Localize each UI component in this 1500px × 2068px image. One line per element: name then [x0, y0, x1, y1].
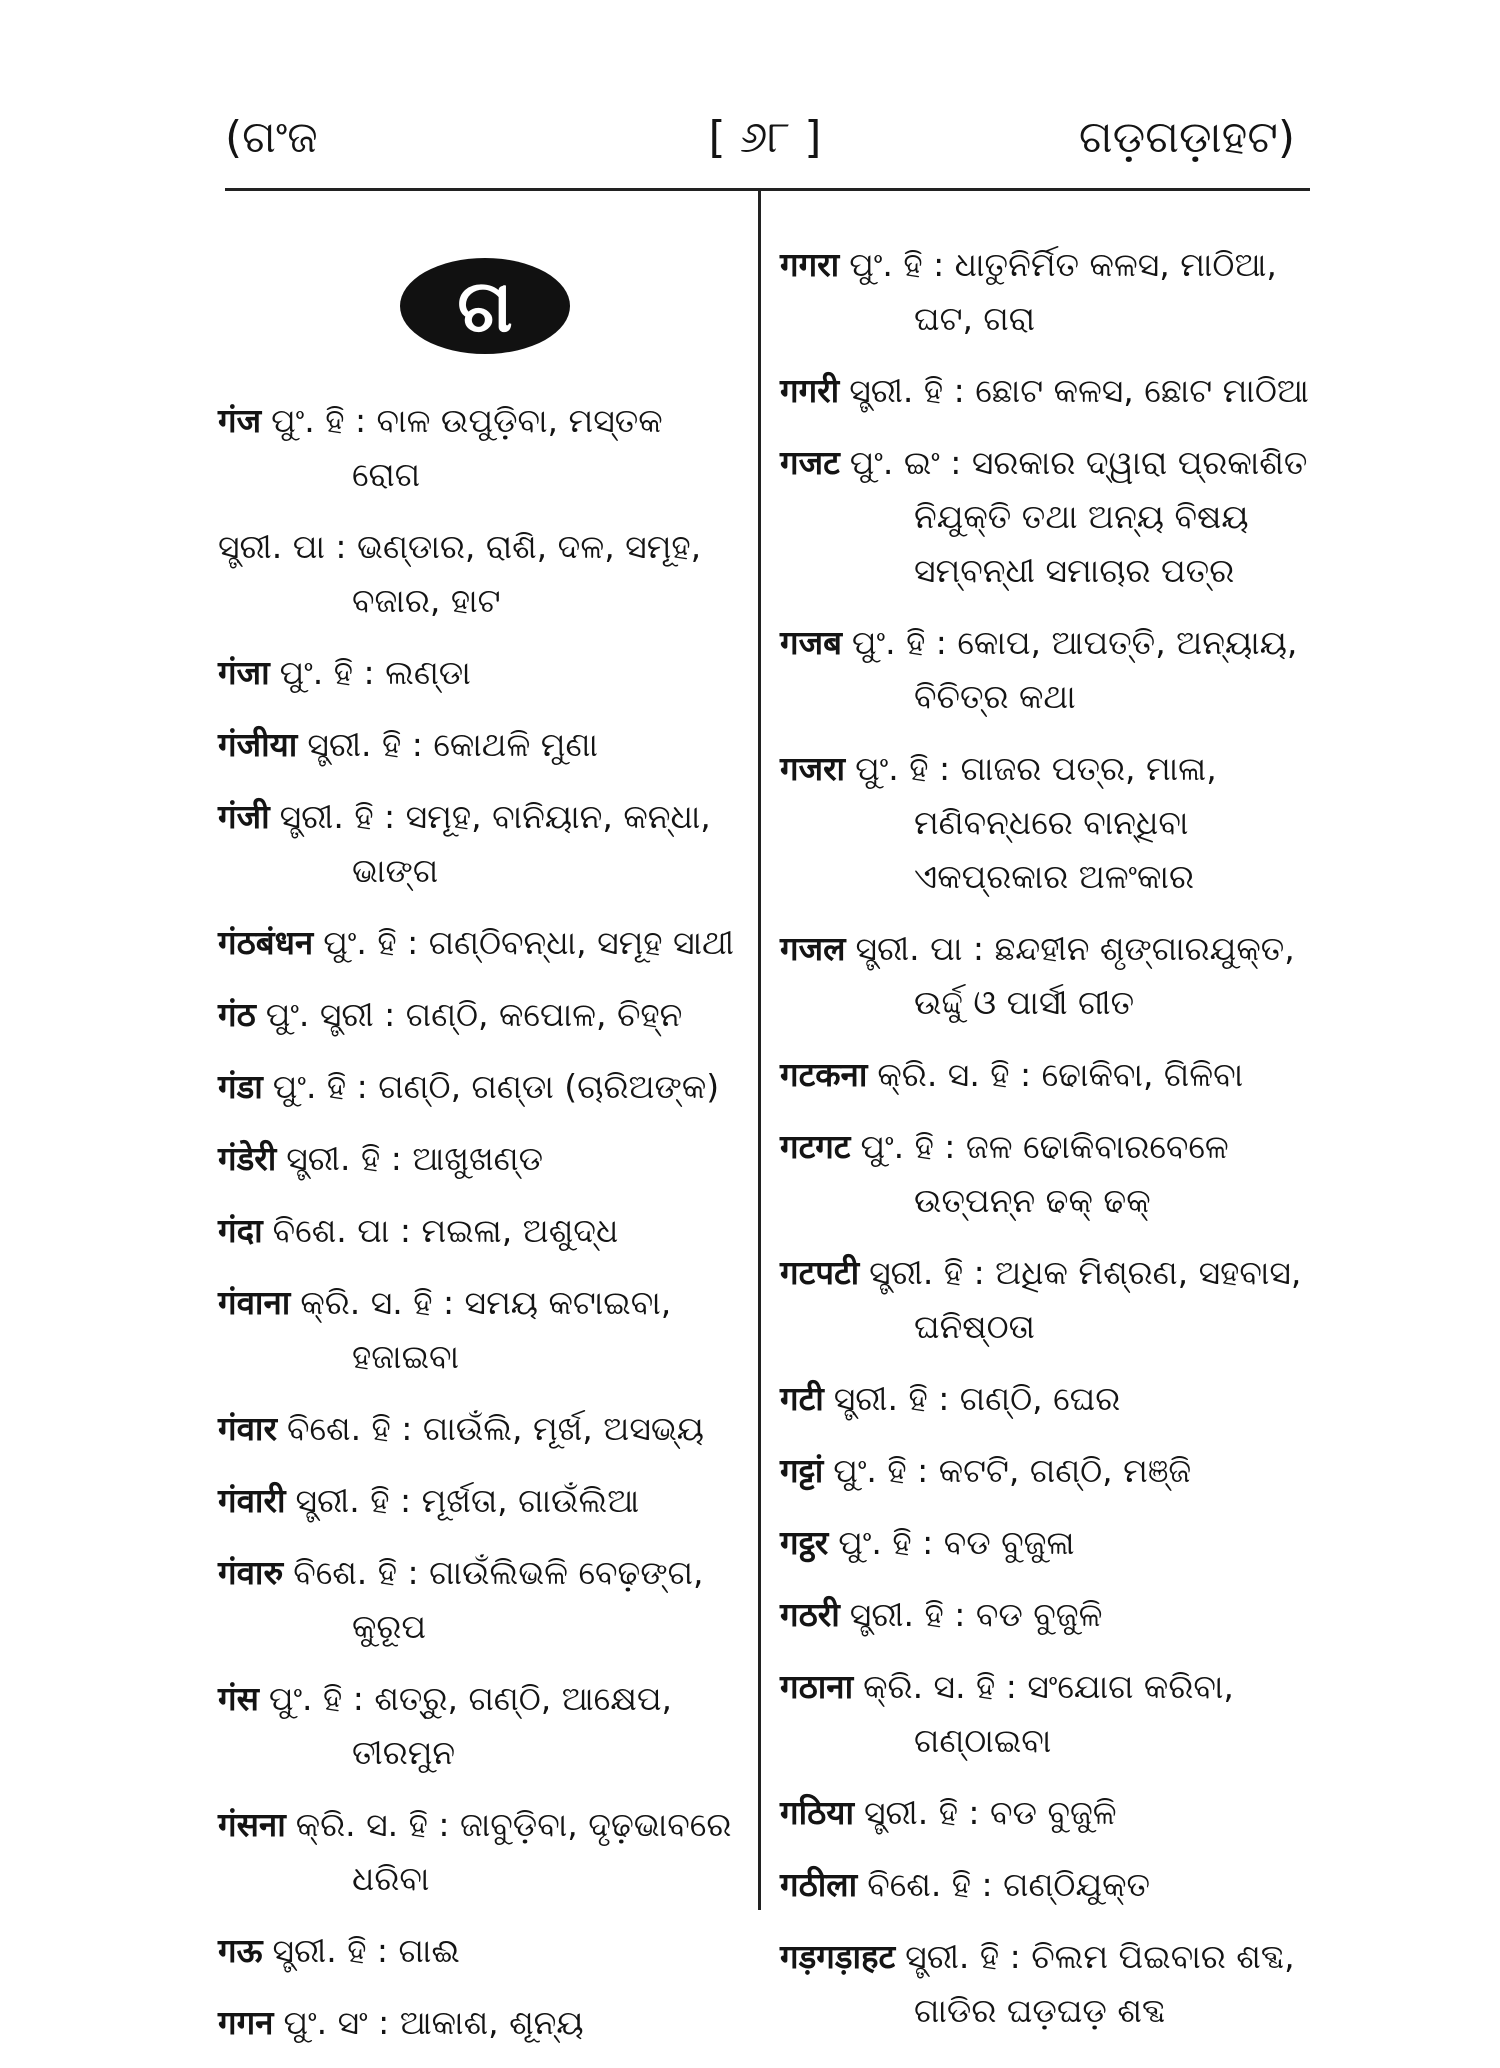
entry-definition: ପୁଂ. ହି : ଜଳ ଢୋକିବାରବେଳେ ଉତ୍ପନ୍ନ ଢକ୍ ଢକ୍ — [860, 1127, 1229, 1220]
entry-definition: ସ୍ତ୍ରୀ. ହି : ଗାଈ — [272, 1931, 460, 1970]
dictionary-entry — [218, 988, 738, 1042]
dictionary-entry — [780, 1858, 1320, 1912]
entry-headword: गंजीया — [218, 725, 298, 764]
dictionary-entry — [218, 790, 738, 898]
right-column — [780, 238, 1320, 2056]
header-rule — [225, 188, 1310, 191]
entry-headword: गठाना — [780, 1667, 854, 1706]
entry-definition: ପୁଂ. ହି : ଗାଜର ପତ୍ର, ମାଳା, ମଣିବନ୍ଧରେ ବାନ୍ଧିବା ଏକପ୍ରକାର ଅଳଂକାର — [855, 749, 1217, 896]
entry-definition: ସ୍ତ୍ରୀ. ହି : ବଡ ବୁଜୁଳି — [849, 1595, 1103, 1634]
dictionary-entry — [780, 436, 1320, 598]
entry-headword: गंवारी — [218, 1481, 286, 1520]
entry-definition: ସ୍ତ୍ରୀ. ହି : ବଡ ବୁଜୁଳି — [864, 1793, 1117, 1832]
left-column — [218, 238, 738, 2068]
entry-headword: गठरी — [780, 1595, 840, 1634]
dictionary-entry — [218, 1996, 738, 2050]
dictionary-entry — [780, 1516, 1320, 1570]
dictionary-entry — [780, 742, 1320, 904]
entry-definition: ସ୍ତ୍ରୀ. ହି : ଅଧିକ ମିଶ୍ରଣ, ସହବାସ, ଘନିଷ୍ଠତା — [869, 1253, 1302, 1346]
entry-definition: ପୁଂ. ହି : ଗଣ୍ଠି, ଗଣ୍ଡା (ଚାରିଅଙ୍କ) — [272, 1067, 720, 1106]
entry-headword: गट्ठर — [780, 1523, 829, 1562]
entry-headword: गंसना — [218, 1805, 286, 1844]
entry-headword: गंजा — [218, 653, 270, 692]
entry-headword: गंस — [218, 1679, 259, 1718]
entry-definition: କ୍ରି. ସ. ହି : ଢୋକିବା, ଗିଳିବା — [877, 1055, 1244, 1094]
entry-definition: ସ୍ତ୍ରୀ. ହି : ଆଖୁଖଣ୍ଡ — [286, 1139, 544, 1178]
entry-definition: ପୁଂ. ହି : ବାଳ ଉପୁଡ଼ିବା, ମସ୍ତକ ରୋଗ — [271, 401, 663, 494]
dictionary-entry — [780, 1786, 1320, 1840]
dictionary-entry — [780, 1120, 1320, 1228]
entry-headword: गटगट — [780, 1127, 851, 1166]
entry-headword: गजरा — [780, 749, 846, 788]
entry-definition: ପୁଂ. ହି : କୋପ, ଆପତ୍ତି, ଅନ୍ୟାୟ, ବିଚିତ୍ର କଥା — [851, 623, 1298, 716]
page-number: [ ୬୮ ] — [708, 112, 822, 163]
dictionary-entry — [218, 1474, 738, 1528]
entry-headword: गंडेरी — [218, 1139, 277, 1178]
entry-headword: गजट — [780, 443, 840, 482]
entry-headword: गगरी — [780, 371, 840, 410]
dictionary-entry — [218, 1402, 738, 1456]
entry-definition: ସ୍ତ୍ରୀ. ହି : ଛୋଟ କଳସ, ଛୋଟ ମାଠିଆ — [849, 371, 1309, 410]
entry-headword: गड़गड़ाहट — [780, 1937, 896, 1976]
entry-headword: गटपटी — [780, 1253, 860, 1292]
entry-headword: गंठबंधन — [218, 923, 314, 962]
entry-headword: गंजी — [218, 797, 270, 836]
entry-headword: गजब — [780, 623, 842, 662]
entry-definition: ବିଶେ. ହି : ଗାଉଁଲି, ମୂର୍ଖ, ଅସଭ୍ୟ — [286, 1409, 705, 1448]
entry-headword: गंवारु — [218, 1553, 284, 1592]
entry-definition: ସ୍ତ୍ରୀ. ପା : ଛନ୍ଦହୀନ ଶୃଙ୍ଗାରଯୁକ୍ତ, ଉର୍ଦ୍ଦୁ ଓ ପାର୍ସୀ ଗୀତ — [855, 929, 1295, 1022]
entry-definition: ସ୍ତ୍ରୀ. ହି : ଗଣ୍ଠି, ଘେର — [833, 1379, 1121, 1418]
dictionary-entry — [218, 1132, 738, 1186]
entry-definition: ସ୍ତ୍ରୀ. ହି : ଚିଲମ ପିଇବାର ଶବ୍ଦ, ଗାଡିର ଘଡ଼ଘଡ଼ ଶବ୍ଦ — [905, 1937, 1295, 2030]
entry-definition: ସ୍ତ୍ରୀ. ହି : ମୂର୍ଖତା, ଗାଉଁଲିଆ — [295, 1481, 640, 1520]
entry-definition: ପୁଂ. ହି : ଧାତୁନିର୍ମିତ କଳସ, ମାଠିଆ, ଘଟ, ଗରା — [849, 245, 1277, 338]
dictionary-entry — [218, 520, 738, 628]
entry-headword: गंदा — [218, 1211, 263, 1250]
entry-definition: ବିଶେ. ହି : ଗଣ୍ଠିଯୁକ୍ତ — [867, 1865, 1151, 1904]
dictionary-entry — [780, 616, 1320, 724]
dictionary-entry — [218, 1546, 738, 1654]
entry-headword: गठीला — [780, 1865, 858, 1904]
dictionary-entry — [780, 1372, 1320, 1426]
dictionary-entry — [218, 916, 738, 970]
dictionary-entry — [218, 1924, 738, 1978]
entry-definition: ପୁଂ. ହି : ବଡ ବୁଜୁଳା — [838, 1523, 1075, 1562]
entry-definition: କ୍ରି. ସ. ହି : ସମୟ କଟାଇବା, ହଜାଇବା — [300, 1283, 672, 1376]
dictionary-entry — [218, 1204, 738, 1258]
entry-headword: गऊ — [218, 1931, 263, 1970]
section-letter-badge: ଗ — [400, 258, 570, 354]
entry-headword: गटकना — [780, 1055, 868, 1094]
entry-definition: ସ୍ତ୍ରୀ. ହି : ସମୂହ, ବାନିୟାନ, କନ୍ଧା, ଭାଙ୍ଗ — [279, 797, 711, 890]
entry-definition: ପୁଂ. ହି : ଲଣ୍ଡା — [279, 653, 471, 692]
entry-headword: गजल — [780, 929, 846, 968]
dictionary-entry — [218, 1276, 738, 1384]
left-entry-list — [218, 394, 738, 2050]
dictionary-entry — [780, 1660, 1320, 1768]
right-entry-list — [780, 238, 1320, 2038]
dictionary-entry — [218, 1672, 738, 1780]
entry-definition: ପୁଂ. ସଂ : ଆକାଶ, ଶୂନ୍ୟ — [283, 2003, 584, 2042]
entry-headword: गंडा — [218, 1067, 263, 1106]
dictionary-entry — [780, 1930, 1320, 2038]
entry-definition: ବିଶେ. ହି : ଗାଉଁଲିଭଳି ବେଢ଼ଙ୍ଗ, କୁରୂପ — [293, 1553, 704, 1646]
dictionary-entry — [780, 1444, 1320, 1498]
entry-headword: गगरा — [780, 245, 840, 284]
entry-definition: କ୍ରି. ସ. ହି : ଜାବୁଡ଼ିବା, ଦୃଢ଼ଭାବରେ ଧରିବା — [295, 1805, 732, 1898]
entry-definition: ପୁଂ. ହି : କଟଟି, ଗଣ୍ଠି, ମଞ୍ଜି — [833, 1451, 1192, 1490]
entry-definition: କ୍ରି. ସ. ହି : ସଂଯୋଗ କରିବା, ଗଣ୍ଠାଇବା — [863, 1667, 1234, 1760]
running-head-right: ଗଡ଼ଗଡ଼ାହଟ) — [1078, 112, 1295, 163]
dictionary-entry — [218, 1798, 738, 1906]
dictionary-entry — [780, 238, 1320, 346]
entry-headword: गठिया — [780, 1793, 854, 1832]
entry-definition: ବିଶେ. ପା : ମଇଳା, ଅଶୁଦ୍ଧ — [272, 1211, 619, 1250]
dictionary-entry — [780, 364, 1320, 418]
dictionary-entry — [780, 1588, 1320, 1642]
entry-headword: गंवाना — [218, 1283, 291, 1322]
entry-definition: ପୁଂ. ଇଂ : ସରକାର ଦ୍ୱାରା ପ୍ରକାଶିତ ନିଯୁକ୍ତି ତଥା ଅନ୍ୟ ବିଷୟ ସମ୍ବନ୍ଧୀ ସମାଚାର ପତ୍ର — [849, 443, 1308, 590]
entry-headword: गंवार — [218, 1409, 277, 1448]
dictionary-entry — [780, 1048, 1320, 1102]
entry-definition: ପୁଂ. ହି : ଗଣ୍ଠିବନ୍ଧା, ସମୂହ ସାଥୀ — [323, 923, 734, 962]
dictionary-entry — [218, 718, 738, 772]
entry-headword: गंज — [218, 401, 262, 440]
entry-headword: गगन — [218, 2003, 274, 2042]
column-divider — [758, 190, 761, 1910]
dictionary-entry — [218, 394, 738, 502]
entry-definition: ସ୍ତ୍ରୀ. ପା : ଭଣ୍ଡାର, ରାଶି, ଦଳ, ସମୂହ, ବଜାର, ହାଟ — [218, 527, 702, 620]
dictionary-entry — [780, 922, 1320, 1030]
entry-headword: गंठ — [218, 995, 256, 1034]
entry-definition: ପୁଂ. ହି : ଶତ୍ରୁ, ଗଣ୍ଠି, ଆକ୍ଷେପ, ତୀରମୁନ — [268, 1679, 673, 1772]
dictionary-entry — [780, 1246, 1320, 1354]
dictionary-entry — [218, 1060, 738, 1114]
running-head-left: (ଗଂଜ — [225, 112, 318, 163]
entry-headword: गटी — [780, 1379, 824, 1418]
dictionary-entry — [218, 646, 738, 700]
entry-headword: गट्टां — [780, 1451, 824, 1490]
entry-definition: ପୁଂ. ସ୍ତ୍ରୀ : ଗଣ୍ଠି, କପୋଳ, ଚିହ୍ନ — [265, 995, 683, 1034]
entry-definition: ସ୍ତ୍ରୀ. ହି : କୋଥଳି ମୁଣା — [307, 725, 598, 764]
